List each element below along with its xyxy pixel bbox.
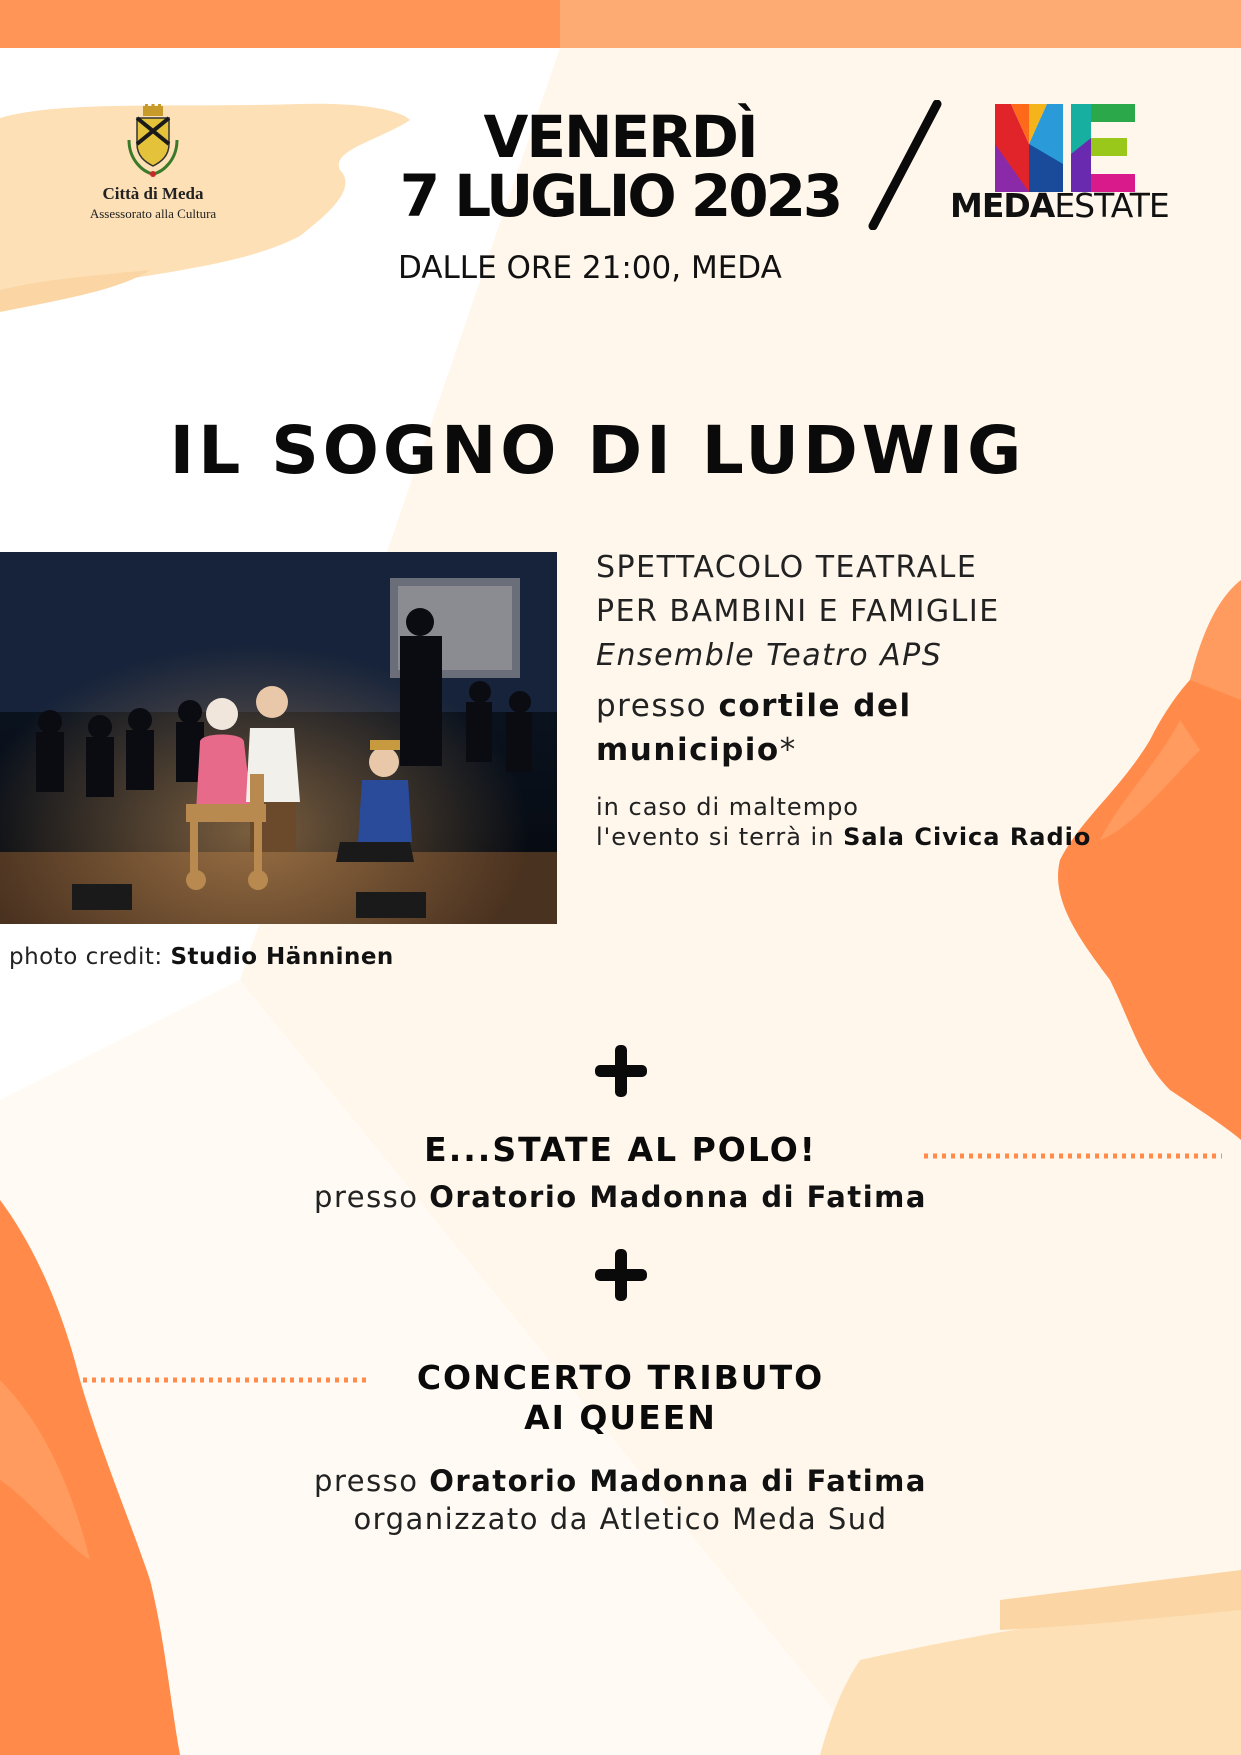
event-date (380, 103, 860, 230)
show-title: IL SOGNO DI LUDWIG (169, 412, 1026, 489)
show-type-line1: SPETTACOLO TEATRALE (596, 550, 978, 585)
city-crest-icon (123, 104, 183, 180)
event2-venue-name: Oratorio Madonna di Fatima (429, 1180, 927, 1214)
plus-icon (593, 1247, 649, 1303)
event3-title (0, 1358, 1241, 1438)
event3-organizer: organizzato da Atletico Meda Sud (353, 1502, 888, 1536)
city-office: Assessorato alla Cultura (89, 206, 217, 221)
show-type-line2: PER BAMBINI E FAMIGLIE (596, 594, 1000, 629)
show-venue-prefix: presso (596, 688, 719, 724)
event2-venue (0, 1180, 1241, 1214)
weather-venue: Sala Civica Radio (843, 823, 1092, 851)
weather-note (596, 792, 1116, 852)
show-venue-name: cortile del municipio (596, 688, 912, 768)
event-day: VENERDÌ (483, 103, 757, 171)
event-full-date: 7 LUGLIO 2023 (399, 162, 841, 230)
weather-line1: in caso di maltempo (596, 793, 859, 821)
photo-credit (9, 944, 394, 970)
event3-venue-prefix: presso (314, 1464, 430, 1498)
city-logo (68, 104, 238, 222)
stage-photo-illustration (0, 552, 557, 924)
weather-prefix: l'evento si terrà in (596, 823, 844, 851)
slash-divider (865, 100, 945, 230)
city-name: Città di Meda (102, 184, 204, 203)
plus-icon (593, 1043, 649, 1099)
event-time: DALLE ORE 21:00, MEDA (398, 250, 782, 286)
medaestate-wordmark (950, 186, 1169, 225)
event2-venue-prefix: presso (314, 1180, 430, 1214)
event2-title: E...STATE AL POLO! (424, 1130, 817, 1169)
show-venue-suffix: * (779, 732, 797, 768)
event3-venue-name: Oratorio Madonna di Fatima (429, 1464, 927, 1498)
photo-credit-prefix: photo credit: (9, 944, 171, 970)
show-company: Ensemble Teatro APS (596, 638, 943, 673)
event3-title-line2: AI QUEEN (524, 1398, 717, 1437)
event3-venue (0, 1464, 1241, 1498)
show-info (596, 546, 1116, 852)
photo-credit-name: Studio Hänninen (170, 944, 394, 970)
brand-light: ESTATE (1054, 186, 1169, 225)
brand-bold: MEDA (950, 186, 1055, 225)
show-venue (596, 684, 1116, 772)
stage-photo (0, 552, 557, 924)
medaestate-logo-icon (995, 104, 1135, 192)
event3-title-line1: CONCERTO TRIBUTO (416, 1358, 825, 1397)
